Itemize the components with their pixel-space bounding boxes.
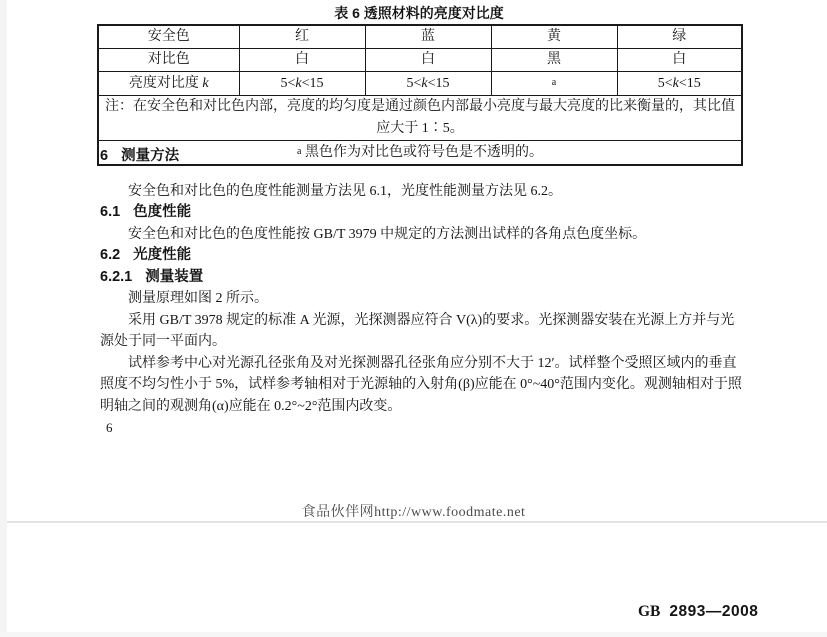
section-heading-6-1: 6.1 色度性能 (100, 204, 192, 220)
cell-red: 红 (239, 25, 365, 49)
paragraph-measurement-methods: 安全色和对比色的色度性能测量方法见 6.1，光度性能测量方法见 6.2。 (128, 183, 562, 199)
table-footnote: $^a$ 黑色作为对比色或符号色是不透明的。 (98, 141, 742, 166)
standard-code-number: 2893—2008 (669, 603, 759, 620)
table-caption: 表 6 透照材料的亮度对比度 (334, 5, 504, 21)
standard-code (638, 603, 758, 621)
table-row-safety-color (98, 25, 742, 49)
k-symbol: k (202, 75, 209, 91)
cell-contrast-green: 白 (617, 49, 742, 72)
page-number: 6 (106, 420, 113, 435)
paragraph-sample-angles: 试样参考中心对光源孔径张角及对光探测器孔径张角应分别不大于 12′。试样整个受照区域内的垂直照度不均匀性小于 5%，试样参考轴相对于光源轴的入射角(β)应能在 0°~40°范围内变化。观测轴相对于照明轴之间的观测角(α)应能在 0.2°~2°范围内改变。 (100, 355, 742, 414)
paragraph-measurement-principle: 测量原理如图 2 所示。 (128, 291, 268, 306)
cell-yellow: 黄 (491, 25, 617, 49)
body-text (100, 146, 744, 439)
row-label-safety-color: 安全色 (98, 25, 239, 49)
cell-k-range-red: 5<k<15 (239, 72, 365, 96)
cell-green: 绿 (617, 25, 742, 49)
table-row-contrast-color (98, 49, 742, 72)
cell-k-range-blue: 5<k<15 (365, 72, 491, 96)
section-heading-6: 6 测量方法 (100, 148, 180, 164)
row-label-luminance-contrast: 亮度对比度 k (98, 72, 239, 96)
cell-blue: 蓝 (365, 25, 491, 49)
cell-k-yellow-footnote: a (491, 72, 617, 96)
table-row-luminance-contrast (98, 72, 742, 96)
paragraph-chromaticity: 安全色和对比色的色度性能按 GB/T 3979 中规定的方法测出试样的各角点色度坐标。 (128, 226, 647, 242)
scan-edge-left (0, 0, 7, 637)
footnote-marker: a (297, 146, 302, 157)
section-heading-6-2: 6.2 光度性能 (100, 247, 192, 263)
section-heading-6-2-1: 6.2.1 测量装置 (100, 268, 204, 285)
table-row-note (98, 96, 742, 141)
cell-contrast-yellow: 黑 (491, 49, 617, 72)
cell-contrast-blue: 白 (365, 49, 491, 72)
standard-code-prefix: GB (638, 603, 661, 620)
table-6-luminance-contrast (97, 24, 743, 166)
cell-contrast-red: 白 (239, 49, 365, 72)
cell-k-range-green: 5<k<15 (617, 72, 742, 96)
page-break-divider (7, 521, 827, 523)
scan-edge-bottom (0, 632, 827, 637)
row-label-contrast-color: 对比色 (98, 49, 239, 72)
watermark-foodmate: 食品伙伴网http://www.foodmate.net (301, 505, 526, 520)
paragraph-light-source: 采用 GB/T 3978 规定的标准 A 光源，光探测器应符合 V(λ)的要求。光探测器安装在光源上方并与光源处于同一平面内。 (100, 312, 735, 349)
table-note: 注：在安全色和对比色内部，亮度的均匀度是通过颜色内部最小亮度与最大亮度的比来衡量的，其比值应大于 1∶5。 (98, 96, 742, 141)
